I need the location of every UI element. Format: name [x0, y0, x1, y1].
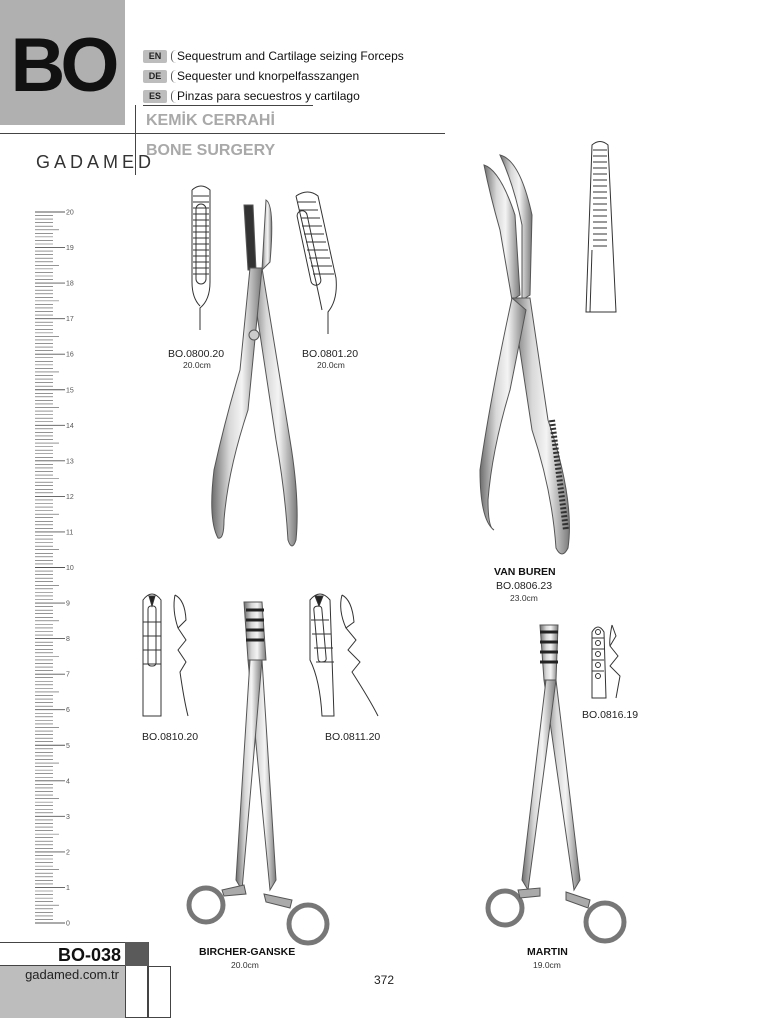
ruler-label: 12 — [66, 493, 74, 501]
product-code-bo-0801: BO.0801.20 — [302, 348, 359, 360]
category-title-en: BONE SURGERY — [146, 142, 276, 159]
page-number: 372 — [374, 973, 395, 987]
footer-tab-dark — [148, 942, 149, 966]
ruler-label: 13 — [66, 458, 74, 466]
product-code-bo-0800: BO.0800.20 — [168, 348, 225, 360]
ruler-label: 5 — [66, 742, 70, 750]
ruler-label: 20 — [66, 209, 74, 217]
ruler-label: 16 — [66, 351, 74, 359]
ruler-label: 9 — [66, 600, 70, 608]
ruler-label: 14 — [66, 422, 74, 430]
product-size-bo-0800: 20.0cm — [183, 360, 211, 370]
title-en: Sequestrum and Cartilage seizing Forceps — [177, 49, 404, 63]
forceps-bo-0800-image — [212, 200, 297, 546]
ruler-label: 6 — [66, 707, 70, 715]
ruler-label: 10 — [66, 565, 74, 572]
ruler-label: 15 — [66, 387, 74, 395]
tip-detail-bo-0810 — [143, 594, 188, 716]
footer-tab-fill — [125, 942, 148, 966]
lang-tag-es: ES — [143, 90, 167, 103]
lang-tag-en: EN — [143, 50, 167, 63]
ruler-label: 2 — [66, 849, 70, 857]
ruler-label: 8 — [66, 636, 70, 644]
ruler-label: 17 — [66, 316, 74, 324]
forceps-bircher-ganske-image — [189, 602, 327, 943]
ruler-label: 11 — [66, 529, 74, 537]
ruler-label: 19 — [66, 245, 74, 253]
tip-detail-bo-0816 — [592, 625, 620, 698]
product-size-bircher-ganske: 20.0cm — [231, 960, 259, 970]
page-code: BO-038 — [0, 942, 125, 966]
product-code-bo-0806: BO.0806.23 — [496, 580, 553, 592]
product-name-martin: MARTIN — [527, 946, 568, 958]
category-title-tr: KEMİK CERRAHİ — [146, 112, 275, 129]
product-size-bo-0806: 23.0cm — [510, 593, 538, 603]
forceps-van-buren-image — [480, 155, 569, 554]
ruler-label: 4 — [66, 778, 70, 786]
section-code: BO — [10, 23, 115, 108]
product-code-bo-0811: BO.0811.20 — [325, 731, 381, 743]
tip-detail-van-buren — [586, 142, 616, 313]
ruler-label: 7 — [66, 671, 70, 679]
brand-logo: GADAMED — [36, 152, 156, 172]
ruler-label: 3 — [66, 813, 70, 821]
ruler-label: 0 — [66, 920, 70, 928]
product-name-bircher-ganske: BIRCHER-GANSKE — [199, 946, 296, 958]
title-de: Sequester und knorpelfasszangen — [177, 69, 360, 83]
tip-detail-bo-0800 — [192, 186, 210, 330]
ruler-label: 18 — [66, 280, 74, 288]
website-url: gadamed.com.tr — [25, 967, 119, 982]
footer-box-2 — [148, 966, 171, 1018]
forceps-martin-image — [488, 625, 624, 941]
tip-detail-bo-0801 — [296, 192, 336, 334]
tip-detail-bo-0811 — [310, 594, 378, 716]
product-code-bo-0816: BO.0816.19 — [582, 709, 639, 721]
product-name-van-buren: VAN BUREN — [494, 566, 556, 578]
lang-tag-de: DE — [143, 70, 167, 83]
product-size-bo-0801: 20.0cm — [317, 360, 345, 370]
ruler-label: 1 — [66, 884, 70, 892]
title-es: Pinzas para secuestros y cartilago — [177, 89, 360, 103]
product-size-martin: 19.0cm — [533, 960, 561, 970]
product-code-bo-0810: BO.0810.20 — [142, 731, 199, 743]
